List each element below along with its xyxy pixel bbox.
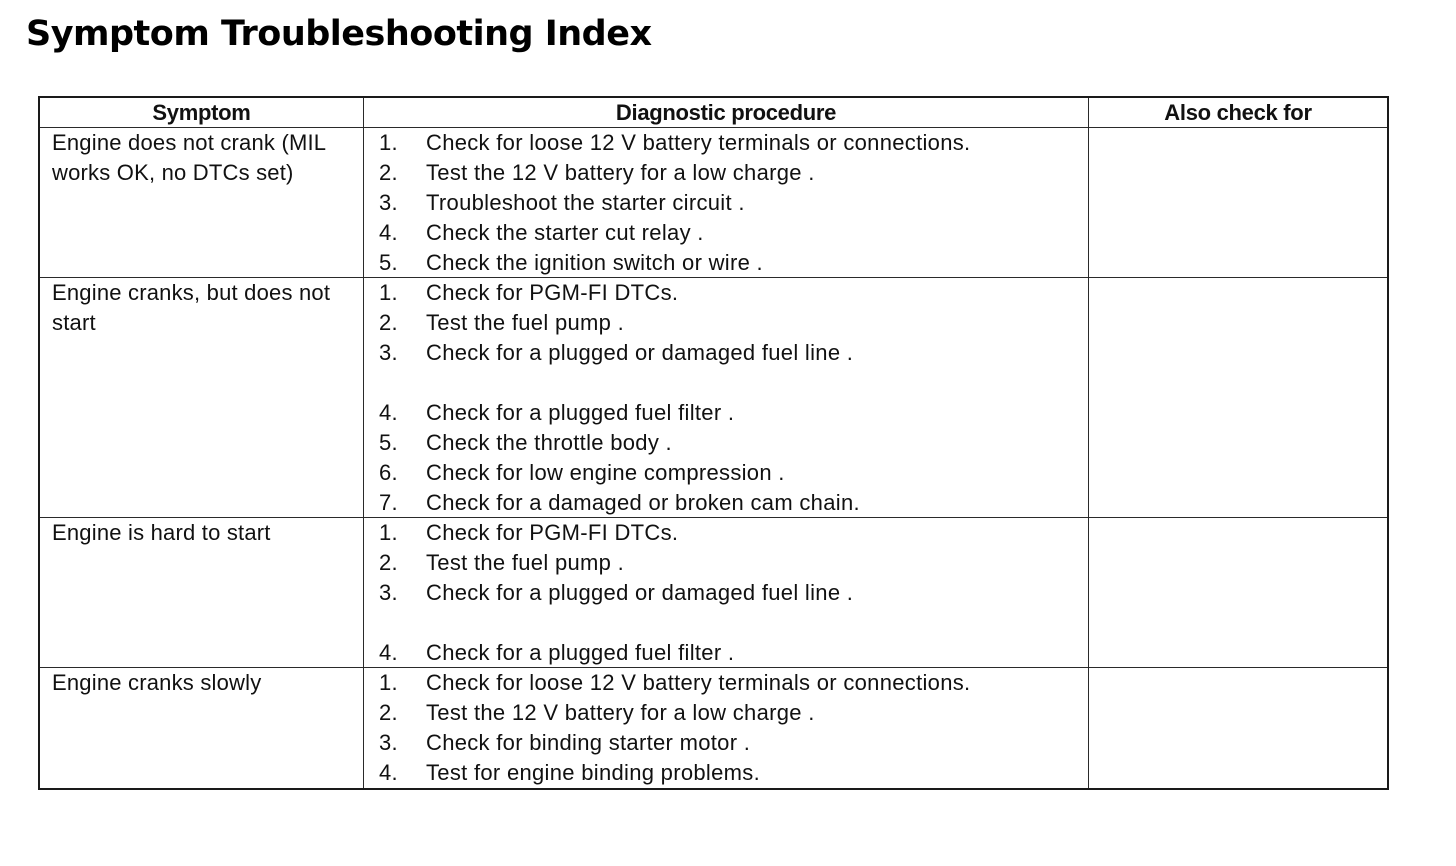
step-number: 4. bbox=[379, 220, 398, 245]
symptom-cell: Engine cranks slowly bbox=[40, 668, 364, 788]
step-text: Check for a plugged fuel filter . bbox=[426, 640, 735, 665]
step-number: 6. bbox=[379, 460, 398, 485]
procedure-step bbox=[364, 428, 1088, 458]
step-text: Test the fuel pump . bbox=[426, 550, 624, 575]
step-text: Check for a damaged or broken cam chain. bbox=[426, 490, 860, 515]
step-text: Check the starter cut relay . bbox=[426, 220, 704, 245]
step-number: 7. bbox=[379, 490, 398, 515]
procedure-step bbox=[364, 248, 1088, 278]
step-text: Test for engine binding problems. bbox=[426, 760, 760, 785]
procedure-step bbox=[364, 728, 1088, 758]
step-text: Check the throttle body . bbox=[426, 430, 672, 455]
procedure-step bbox=[364, 758, 1088, 788]
step-number: 2. bbox=[379, 700, 398, 725]
troubleshooting-table bbox=[38, 96, 1389, 790]
step-text: Check the ignition switch or wire . bbox=[426, 250, 763, 275]
step-text: Check for PGM-FI DTCs. bbox=[426, 280, 679, 305]
step-number: 1. bbox=[379, 670, 398, 695]
procedure-cell bbox=[364, 518, 1089, 668]
step-number: 1. bbox=[379, 130, 398, 155]
also-check-cell bbox=[1089, 128, 1387, 278]
step-text: Check for loose 12 V battery terminals or connections. bbox=[426, 670, 971, 695]
procedure-step bbox=[364, 308, 1088, 338]
step-number: 2. bbox=[379, 550, 398, 575]
step-number: 5. bbox=[379, 250, 398, 275]
procedure-step bbox=[364, 218, 1088, 248]
also-check-cell bbox=[1089, 668, 1387, 788]
step-number: 4. bbox=[379, 640, 398, 665]
procedure-step bbox=[364, 158, 1088, 188]
procedure-step bbox=[364, 338, 1088, 368]
step-number: 3. bbox=[379, 730, 398, 755]
step-text: Test the 12 V battery for a low charge . bbox=[426, 700, 815, 725]
step-text: Check for loose 12 V battery terminals or connections. bbox=[426, 130, 971, 155]
procedure-step bbox=[364, 518, 1088, 548]
step-number: 3. bbox=[379, 190, 398, 215]
step-number: 1. bbox=[379, 520, 398, 545]
procedure-step bbox=[364, 188, 1088, 218]
procedure-step bbox=[364, 638, 1088, 668]
step-number: 4. bbox=[379, 400, 398, 425]
step-text: Test the fuel pump . bbox=[426, 310, 624, 335]
step-text: Check for a plugged fuel filter . bbox=[426, 400, 735, 425]
procedure-step bbox=[364, 548, 1088, 578]
step-text: Check for a plugged or damaged fuel line . bbox=[426, 580, 854, 605]
step-text: Check for low engine compression . bbox=[426, 460, 785, 485]
procedure-step bbox=[364, 458, 1088, 488]
step-number: 1. bbox=[379, 280, 398, 305]
procedure-step bbox=[364, 398, 1088, 428]
step-text: Check for binding starter motor . bbox=[426, 730, 751, 755]
procedure-list bbox=[364, 128, 1088, 278]
step-text: Check for a plugged or damaged fuel line . bbox=[426, 340, 854, 365]
also-check-cell bbox=[1089, 518, 1387, 668]
symptom-cell: Engine is hard to start bbox=[40, 518, 364, 668]
symptom-cell: Engine does not crank (MIL works OK, no DTCs set) bbox=[40, 128, 364, 278]
procedure-step bbox=[364, 278, 1088, 308]
procedure-step bbox=[364, 698, 1088, 728]
step-number: 5. bbox=[379, 430, 398, 455]
procedure-list bbox=[364, 518, 1088, 668]
procedure-step bbox=[364, 128, 1088, 158]
step-text: Test the 12 V battery for a low charge . bbox=[426, 160, 815, 185]
step-text: Troubleshoot the starter circuit . bbox=[426, 190, 745, 215]
page-title: Symptom Troubleshooting Index bbox=[26, 14, 652, 54]
procedure-step bbox=[364, 578, 1088, 608]
step-number: 4. bbox=[379, 760, 398, 785]
procedure-list bbox=[364, 278, 1088, 518]
header-diagnostic-procedure: Diagnostic procedure bbox=[364, 98, 1089, 128]
procedure-cell bbox=[364, 278, 1089, 518]
step-number: 3. bbox=[379, 580, 398, 605]
step-number: 2. bbox=[379, 160, 398, 185]
also-check-cell bbox=[1089, 278, 1387, 518]
step-number: 3. bbox=[379, 340, 398, 365]
header-also-check-for: Also check for bbox=[1089, 98, 1387, 128]
header-symptom: Symptom bbox=[40, 98, 364, 128]
procedure-step bbox=[364, 668, 1088, 698]
procedure-cell bbox=[364, 128, 1089, 278]
step-number: 2. bbox=[379, 310, 398, 335]
procedure-step bbox=[364, 488, 1088, 518]
symptom-cell: Engine cranks, but does not start bbox=[40, 278, 364, 518]
step-text: Check for PGM-FI DTCs. bbox=[426, 520, 679, 545]
procedure-list bbox=[364, 668, 1088, 788]
procedure-cell bbox=[364, 668, 1089, 788]
